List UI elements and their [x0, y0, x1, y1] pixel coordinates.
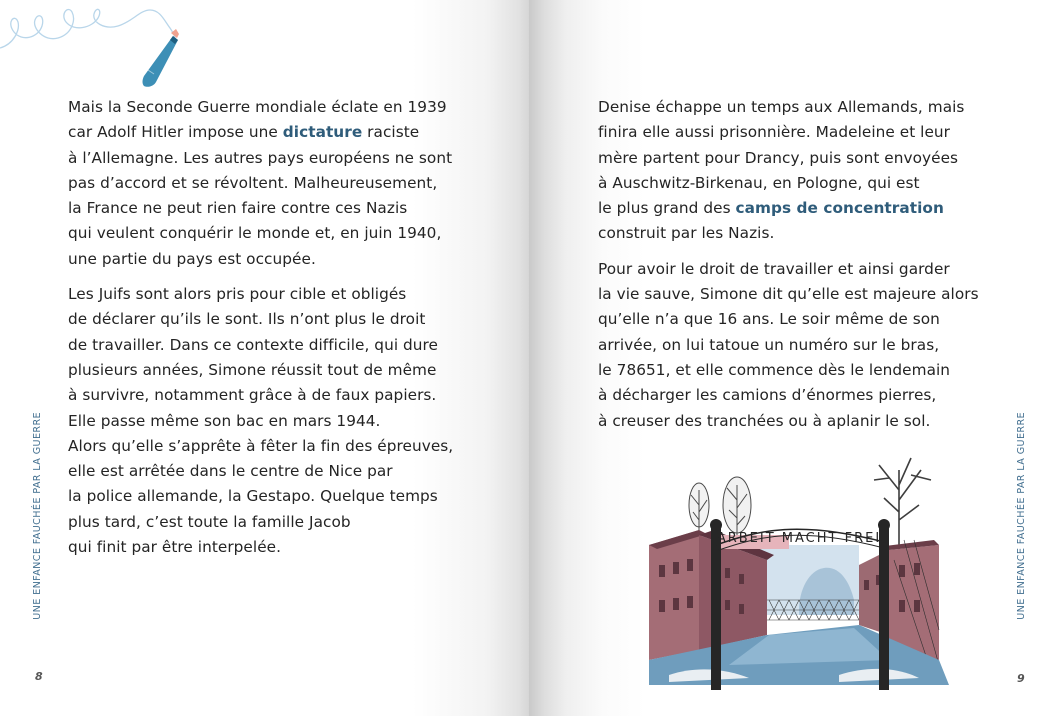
paragraph [68, 282, 488, 560]
text-line: une partie du pays est occupée. [68, 249, 316, 268]
page-number: 8 [35, 670, 43, 683]
text-line: à l’Allemagne. Les autres pays européens ne sont [68, 148, 453, 167]
text-line: le plus grand des camps de concentration [598, 199, 944, 218]
text-line: elle est arrêtée dans le centre de Nice par [68, 462, 393, 481]
right-page [529, 0, 1058, 716]
text-line: Les Juifs sont alors pris pour cible et obligés [68, 285, 407, 304]
paragraph [598, 95, 1018, 247]
text-line: plus tard, c’est toute la famille Jacob [68, 512, 351, 531]
text-line: arrivée, on lui tatoue un numéro sur le bras, [598, 335, 940, 354]
text-line: à survivre, notamment grâce à de faux papiers. [68, 386, 437, 405]
text-line: Mais la Seconde Guerre mondiale éclate en 1939 [68, 98, 447, 116]
text-line: à décharger les camions d’énormes pierres, [598, 386, 937, 405]
text-line: la police allemande, la Gestapo. Quelque temps [68, 487, 438, 506]
running-title: UNE ENFANCE FAUCHÉE PAR LA GUERRE [32, 412, 43, 620]
paragraph [68, 95, 488, 272]
text-line: car Adolf Hitler impose une dictature raciste [68, 123, 420, 142]
running-title: UNE ENFANCE FAUCHÉE PAR LA GUERRE [1016, 412, 1027, 620]
text-line: pas d’accord et se révoltent. Malheureusement, [68, 173, 438, 192]
text-line: Elle passe même son bac en mars 1944. [68, 411, 381, 430]
text-line: à Auschwitz-Birkenau, en Pologne, qui est [598, 173, 920, 192]
text-line: construit par les Nazis. [598, 224, 775, 243]
gate-sign-text: ARBEIT MACHT FREI [716, 531, 882, 546]
text-line: mère partent pour Drancy, puis sont envoyées [598, 148, 959, 167]
keyword-dictature: dictature [282, 123, 363, 142]
text-line: qui veulent conquérir le monde et, en juin 1940, [68, 224, 442, 243]
left-page-text [68, 95, 488, 570]
text-line: à creuser des tranchées ou à aplanir le sol. [598, 411, 931, 430]
pen-scribble-decoration [0, 0, 200, 100]
text-line: qui finit par être interpelée. [68, 538, 282, 557]
paragraph [598, 257, 1018, 434]
text-line: Alors qu’elle s’apprête à fêter la fin des épreuves, [68, 436, 454, 455]
keyword-camps-de-concentration: camps de concentration [735, 199, 944, 218]
text-line: qu’elle n’a que 16 ans. Le soir même de son [598, 310, 940, 329]
right-page-text [598, 95, 1018, 444]
text-line: de déclarer qu’ils le sont. Ils n’ont plus le droit [68, 310, 426, 329]
text-line: Pour avoir le droit de travailler et ainsi garder [598, 259, 950, 278]
auschwitz-gate-illustration [649, 450, 949, 695]
text-line: le 78651, et elle commence dès le lendemain [598, 360, 951, 379]
text-line: Denise échappe un temps aux Allemands, mais [598, 98, 965, 116]
pen-icon [143, 29, 180, 87]
page-number: 9 [1017, 672, 1025, 685]
text-line: finira elle aussi prisonnière. Madeleine et leur [598, 123, 951, 142]
text-line: de travailler. Dans ce contexte difficile, qui dure [68, 335, 438, 354]
text-line: plusieurs années, Simone réussit tout de même [68, 360, 437, 379]
text-line: la vie sauve, Simone dit qu’elle est majeure alors [598, 285, 979, 304]
text-line: la France ne peut rien faire contre ces Nazis [68, 199, 408, 218]
